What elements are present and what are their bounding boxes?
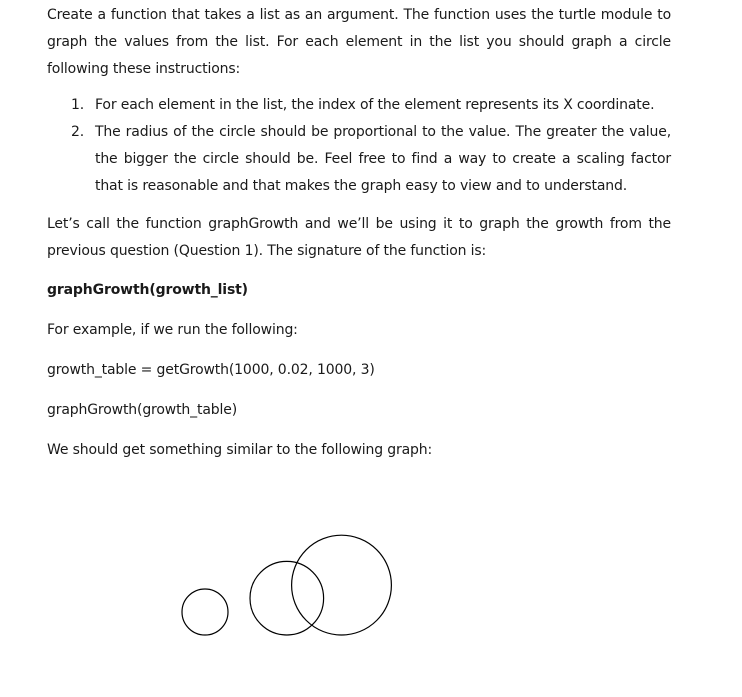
function-paragraph: Let’s call the function graphGrowth and we’ll be using it to graph the growth from the previous question (Question 1). The signature of the function is: <box>47 216 671 259</box>
instruction-list <box>47 92 671 200</box>
code-line-growth-table: growth_table = getGrowth(1000, 0.02, 1000, 3) <box>47 362 375 378</box>
graph-circle-1 <box>250 561 324 635</box>
list-item <box>47 119 671 200</box>
list-item-number: 2. <box>71 124 85 140</box>
list-item-number: 1. <box>71 97 85 113</box>
example-intro: For example, if we run the following: <box>47 322 298 338</box>
code-line-graph-call: graphGrowth(growth_table) <box>47 402 238 418</box>
graph-circle-2 <box>292 535 392 635</box>
function-signature: graphGrowth(growth_list) <box>47 282 248 298</box>
list-item <box>47 92 671 119</box>
list-item-text: For each element in the list, the index of the element represents its X coordinate. <box>95 97 655 113</box>
result-intro: We should get something similar to the following graph: <box>47 442 433 458</box>
graph-circle-0 <box>182 589 228 635</box>
list-item-text: The radius of the circle should be proportional to the value. The greater the value, the bigger the circle should be. Feel free to find a way to create a scaling factor that is reasonable and that makes the graph easy to view and to understand. <box>95 124 671 194</box>
graph-circles <box>182 535 391 635</box>
intro-paragraph: Create a function that takes a list as an argument. The function uses the turtle module to graph the values from the list. For each element in the list you should graph a circle following these instructions: <box>47 7 671 77</box>
